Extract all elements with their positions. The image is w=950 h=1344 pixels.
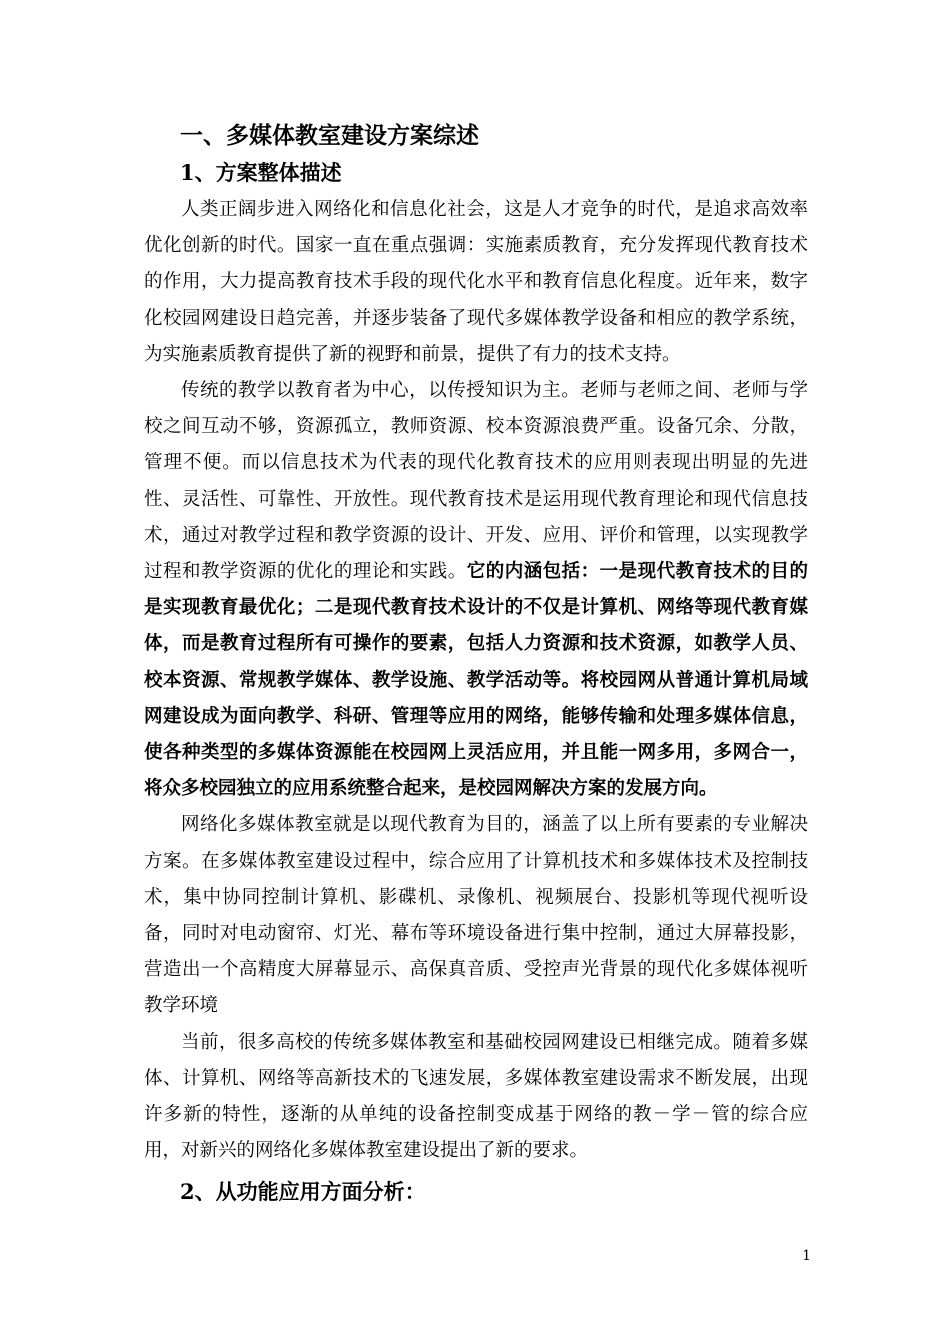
page-number: 1 [802, 1248, 811, 1264]
subsection-title-1: 1、方案整体描述 [180, 160, 342, 185]
paragraph-3-text: 网络化多媒体教室就是以现代教育为目的，涵盖了以上所有要素的专业解决方案。在多媒体教室建设过程中，综合应用了计算机技术和多媒体技术及控制技术，集中协同控制计算机、影碟机、录像机、视频展台、投影机等现代视听设备，同时对电动窗帘、灯光、幕布等环境设备进行集中控制，通过大屏幕投影，营造出一个高精度大屏幕显示、高保真音质、受控声光背景的现代化多媒体视听教学环境 [144, 814, 808, 1017]
paragraph-2 [144, 373, 808, 807]
page-content [144, 118, 808, 1211]
paragraph-2-text: 传统的教学以教育者为中心，以传授知识为主。老师与老师之间、老师与学校之间互动不够，资源孤立，教师资源、校本资源浪费严重。设备冗余、分散，管理不便。而以信息技术为代表的现代化教育技术的应用则表现出明显的先进性、灵活性、可靠性、开放性。现代教育技术是运用现代教育理论和现代信息技术，通过对教学过程和教学资源的设计、开发、应用、评价和管理，以实现教学过程和教学资源的优化的理论和实践。 [144, 380, 808, 583]
paragraph-1-text: 人类正阔步进入网络化和信息化社会，这是人才竞争的时代，是追求高效率优化创新的时代。国家一直在重点强调：实施素质教育，充分发挥现代教育技术的作用，大力提高教育技术手段的现代化水平和教育信息化程度。近年来，数字化校园网建设日趋完善，并逐步装备了现代多媒体教学设备和相应的教学系统，为实施素质教育提供了新的视野和前景，提供了有力的技术支持。 [144, 199, 808, 365]
paragraph-2-bold-text: 它的内涵包括：一是现代教育技术的目的是实现教育最优化；二是现代教育技术设计的不仅是计算机、网络等现代教育媒体，而是教育过程所有可操作的要素，包括人力资源和技术资源，如教学人员、校本资源、常规教学媒体、教学设施、教学活动等。将校园网从普通计算机局域网建设成为面向教学、科研、管理等应用的网络，能够传输和处理多媒体信息，使各种类型的多媒体资源能在校园网上灵活应用，并且能一网多用，多网合一，将众多校园独立的应用系统整合起来，是校园网解决方案的发展方向。 [144, 561, 808, 800]
paragraph-1 [144, 192, 808, 373]
subsection-title-2: 2、从功能应用方面分析： [180, 1179, 426, 1205]
section-title: 一、多媒体教室建设方案综述 [180, 122, 479, 149]
paragraph-4 [144, 1025, 808, 1170]
paragraph-4-text: 当前，很多高校的传统多媒体教室和基础校园网建设已相继完成。随着多媒体、计算机、网络等高新技术的飞速发展，多媒体教室建设需求不断发展，出现许多新的特性，逐渐的从单纯的设备控制变成基于网络的教－学－管的综合应用，对新兴的网络化多媒体教室建设提出了新的要求。 [144, 1031, 808, 1162]
paragraph-3 [144, 807, 808, 1024]
